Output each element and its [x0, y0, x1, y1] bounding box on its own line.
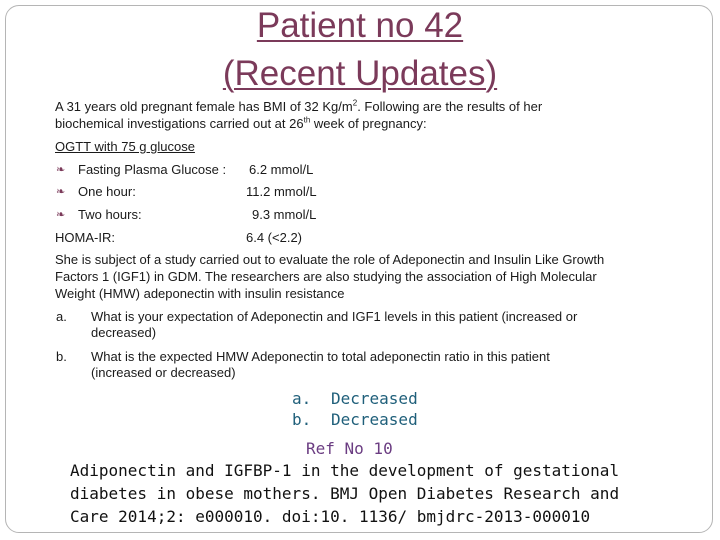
slide-title-line1: Patient no 42 [256, 6, 464, 45]
flower-bullet-icon: ❧ [56, 186, 66, 198]
ogtt-heading: OGTT with 75 g glucose [55, 139, 195, 154]
answer-a-text: Decreased [331, 389, 418, 408]
ogtt-value-two-hours: 9.3 mmol/L [252, 207, 317, 222]
question-b-marker: b. [56, 349, 67, 364]
citation-line-2: diabetes in obese mothers. BMJ Open Diabetes Research and [70, 484, 620, 503]
ogtt-value-fasting: 6.2 mmol/L [249, 162, 314, 177]
intro-line-1: A 31 years old pregnant female has BMI of 32 $Kg/m^2$. Following are the results of her [55, 98, 543, 114]
study-line-1: She is subject of a study carried out to evaluate the role of Adeponectin and Insulin Like Growth [55, 252, 605, 267]
ogtt-label-one-hour: One hour: [78, 184, 136, 199]
study-line-3: Weight (HMW) adeponectin with insulin resistance [55, 286, 345, 301]
ogtt-label-two-hours: Two hours: [78, 207, 142, 222]
intro-line-2: biochemical investigations carried out at 26th week of pregnancy: [55, 115, 427, 131]
answer-b-text: Decreased [331, 410, 418, 429]
question-b-line-2: (increased or decreased) [91, 365, 236, 380]
homa-label: HOMA-IR: [55, 230, 115, 245]
question-a-line-1: What is your expectation of Adeponectin and IGF1 levels in this patient (increased or [91, 309, 578, 324]
reference-citation [70, 459, 670, 528]
citation-line-3: Care 2014;2: e000010. doi:10. 1136/ bmjdrc-2013-000010 [70, 507, 591, 526]
slide-title-line2: (Recent Updates) [222, 54, 498, 93]
reference-label: Ref No 10 [306, 439, 393, 458]
study-line-2: Factors 1 (IGF1) in GDM. The researchers are also studying the association of High Molecular [55, 269, 597, 284]
question-b-line-1: What is the expected HMW Adeponectin to total adeponectin ratio in this patient [91, 349, 550, 364]
citation-line-1: Adiponectin and IGFBP-1 in the development of gestational [70, 461, 620, 480]
question-a-marker: a. [56, 309, 67, 324]
answer-b-marker: b. [292, 410, 312, 429]
homa-value: 6.4 (<2.2) [246, 230, 303, 245]
ogtt-value-one-hour: 11.2 mmol/L [246, 184, 317, 199]
flower-bullet-icon: ❧ [56, 164, 66, 176]
question-a-line-2: decreased) [91, 325, 157, 340]
flower-bullet-icon: ❧ [56, 209, 66, 221]
answer-a-marker: a. [292, 389, 312, 408]
ogtt-label-fasting: Fasting Plasma Glucose : [78, 162, 227, 177]
